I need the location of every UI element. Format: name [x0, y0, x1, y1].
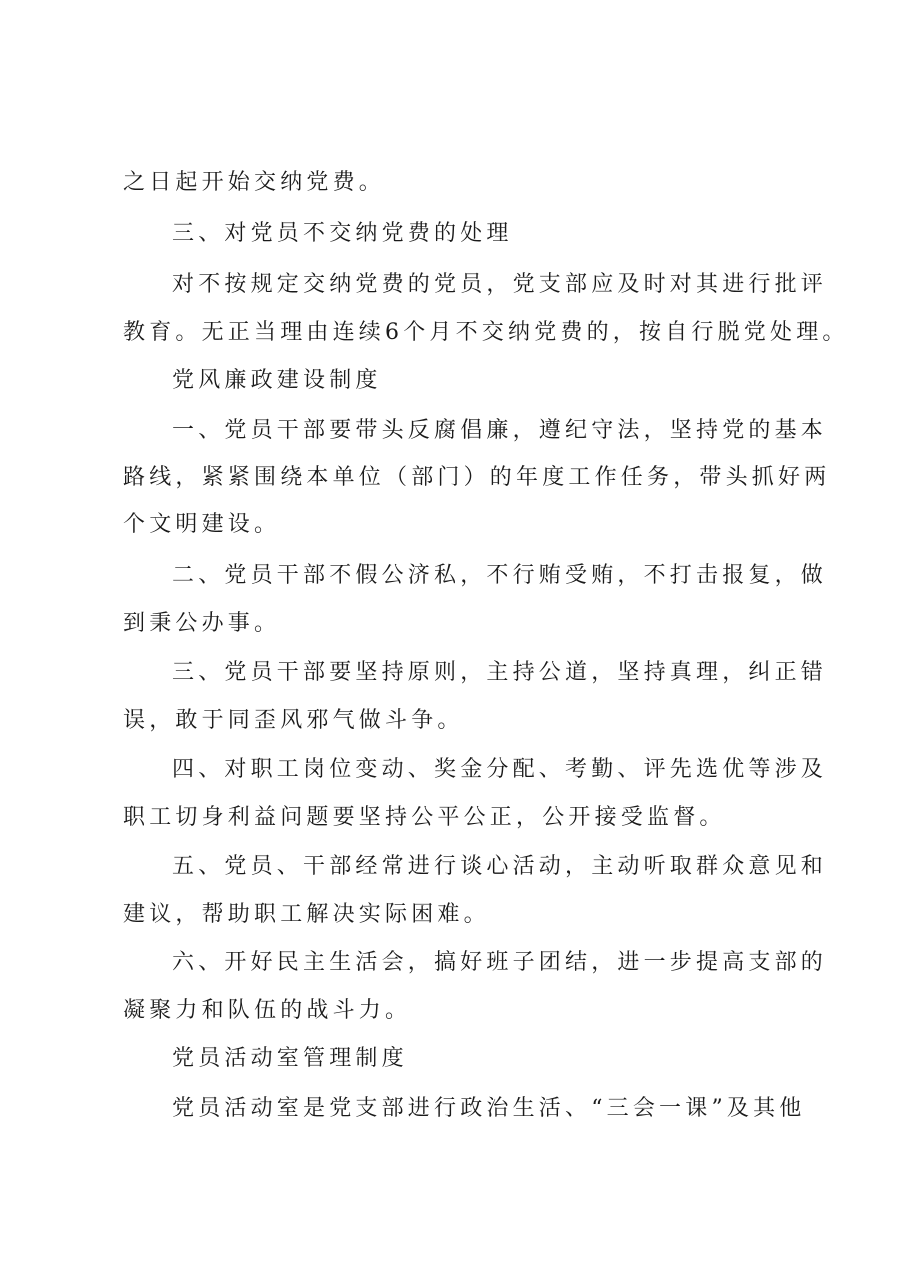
text-line: 教育。无正当理由连续6个月不交纳党费的，按自行脱党处理。 [123, 320, 849, 345]
text-line: 到秉公办事。 [123, 611, 281, 636]
text-line: 路线，紧紧围绕本单位（部门）的年度工作任务，带头抓好两 [123, 465, 831, 490]
text-line: 个文明建设。 [123, 512, 281, 537]
section-heading: 三、对党员不交纳党费的处理 [172, 221, 513, 246]
text-line: 一、党员干部要带头反腐倡廉，遵纪守法，坚持党的基本 [172, 418, 828, 443]
text-line: 六、开好民主生活会，搞好班子团结，进一步提高支部的 [172, 950, 828, 975]
text-line: 三、党员干部要坚持原则，主持公道，坚持真理，纠正错 [172, 660, 828, 685]
text-line: 凝聚力和队伍的战斗力。 [123, 998, 412, 1023]
text-line: 之日起开始交纳党费。 [123, 170, 386, 195]
text-line: 对不按规定交纳党费的党员，党支部应及时对其进行批评 [172, 272, 828, 297]
text-line: 建议，帮助职工解决实际困难。 [123, 902, 490, 927]
section-heading: 党风廉政建设制度 [172, 368, 382, 393]
text-line: 误，敢于同歪风邪气做斗争。 [123, 708, 464, 733]
section-heading: 党员活动室管理制度 [172, 1046, 408, 1071]
text-line: 五、党员、干部经常进行谈心活动，主动听取群众意见和 [172, 854, 828, 879]
text-line: 四、对职工岗位变动、奖金分配、考勤、评先选优等涉及 [172, 757, 828, 782]
text-line: 二、党员干部不假公济私，不行贿受贿，不打击报复，做 [172, 563, 828, 588]
text-line: 职工切身利益问题要坚持公平公正，公开接受监督。 [123, 805, 726, 830]
text-line: 党员活动室是党支部进行政治生活、“三会一课”及其他 [172, 1096, 806, 1121]
